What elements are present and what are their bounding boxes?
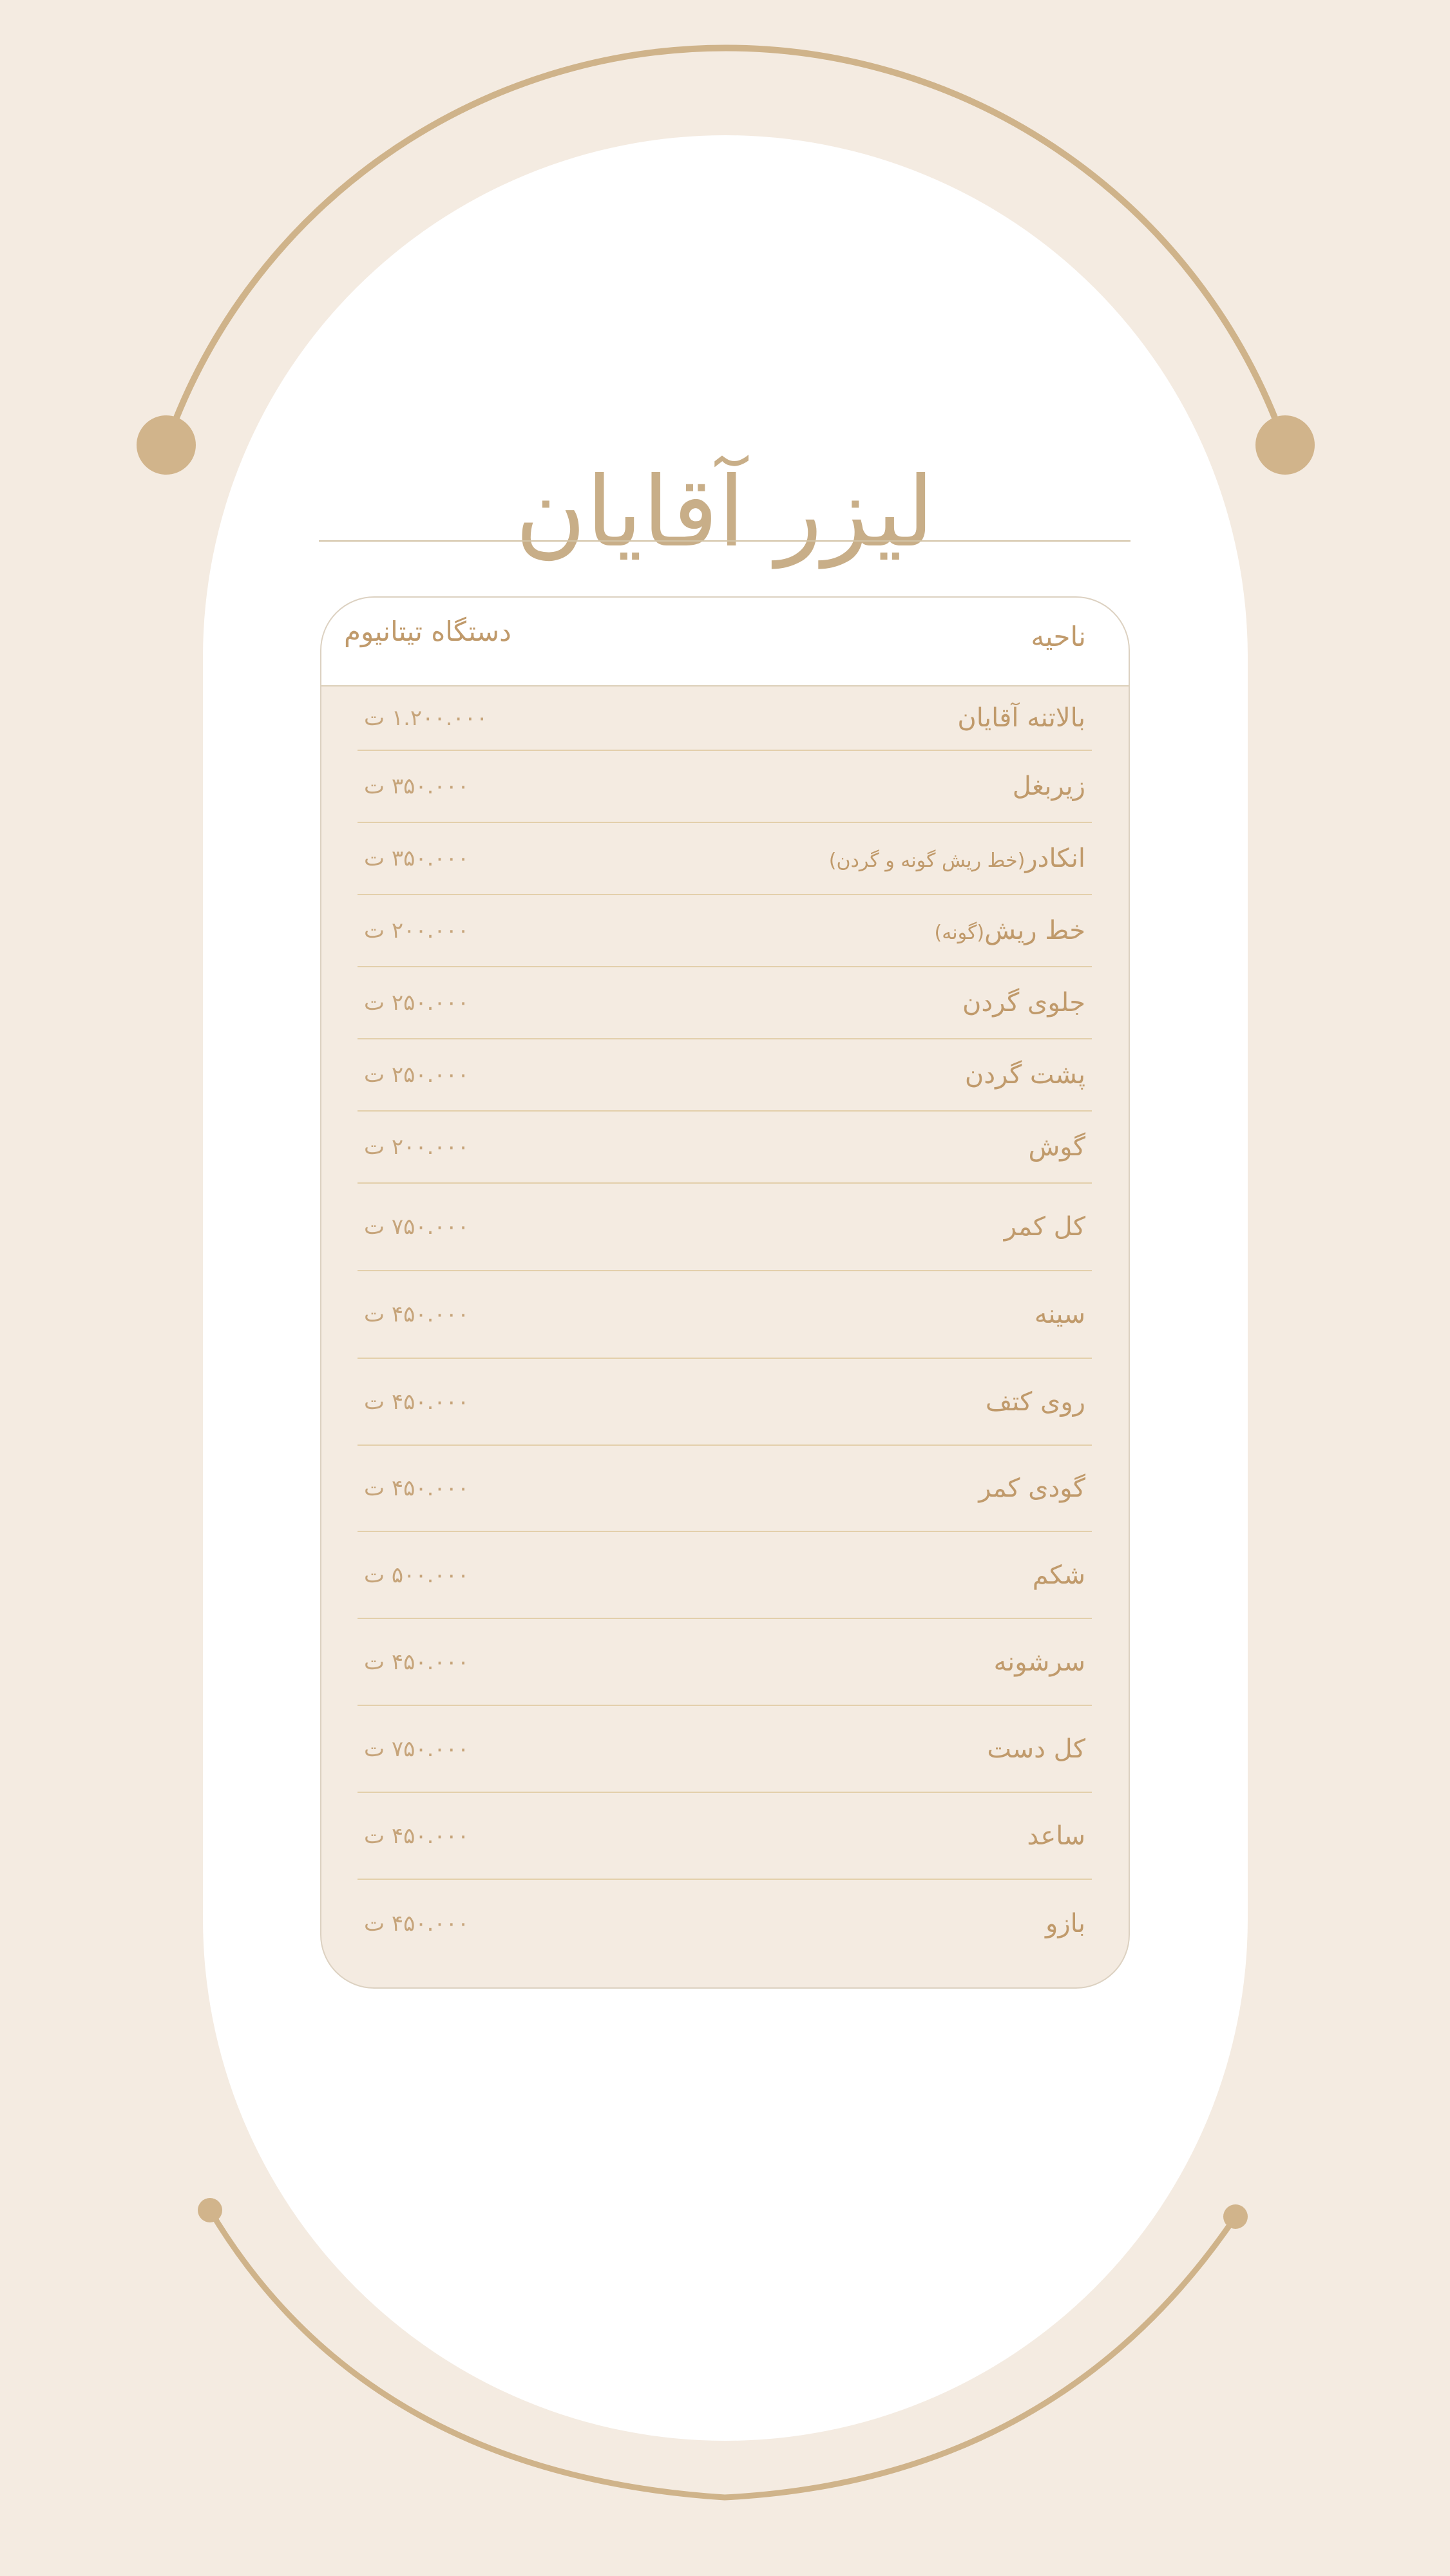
table-body xyxy=(358,687,1092,1967)
row-price: ۳۵۰.۰۰۰ ت xyxy=(364,846,470,871)
row-area-label xyxy=(935,916,1085,945)
table-row xyxy=(358,1793,1092,1880)
row-area-label xyxy=(986,1387,1085,1417)
row-area-name: سینه xyxy=(1034,1300,1085,1329)
row-price: ۴۵۰.۰۰۰ ت xyxy=(364,1302,470,1327)
row-area-name: گوش xyxy=(1028,1132,1085,1162)
row-price: ۲۰۰.۰۰۰ ت xyxy=(364,918,470,943)
bottom-left-dot xyxy=(198,2198,222,2222)
top-right-dot xyxy=(1255,415,1315,475)
bottom-arc xyxy=(210,2210,1235,2497)
table-row xyxy=(358,823,1092,895)
row-price: ۴۵۰.۰۰۰ ت xyxy=(364,1475,470,1501)
page-title: لیزر آقایان xyxy=(515,456,935,569)
row-price: ۲۵۰.۰۰۰ ت xyxy=(364,1062,470,1088)
table-row xyxy=(358,1039,1092,1112)
row-area-label xyxy=(1004,1212,1085,1242)
row-price: ۴۵۰.۰۰۰ ت xyxy=(364,1388,470,1415)
row-area-label xyxy=(1045,1909,1085,1938)
row-area-label xyxy=(962,988,1085,1018)
table-row xyxy=(358,1880,1092,1967)
row-price: ۷۵۰.۰۰۰ ت xyxy=(364,1736,470,1762)
row-area-label xyxy=(957,703,1085,733)
row-area-name: گودی کمر xyxy=(978,1473,1085,1503)
row-area-label xyxy=(978,1473,1085,1503)
row-price: ۱.۲۰۰.۰۰۰ ت xyxy=(364,705,488,731)
top-left-dot xyxy=(137,415,196,475)
table-row xyxy=(358,1706,1092,1793)
title-divider xyxy=(319,540,1130,542)
table-row xyxy=(358,895,1092,967)
row-area-name: کل کمر xyxy=(1004,1212,1085,1242)
row-area-label xyxy=(1028,1132,1085,1162)
row-price: ۲۵۰.۰۰۰ ت xyxy=(364,990,470,1016)
row-area-label xyxy=(994,1647,1085,1677)
table-row xyxy=(358,1271,1092,1359)
table-row xyxy=(358,1184,1092,1271)
row-area-name: انکادر xyxy=(1025,844,1085,873)
bottom-right-dot xyxy=(1223,2204,1248,2229)
row-price: ۴۵۰.۰۰۰ ت xyxy=(364,1823,470,1849)
row-area-name: ساعد xyxy=(1027,1821,1085,1851)
row-area-name: کل دست xyxy=(987,1734,1085,1764)
row-area-name: سرشونه xyxy=(993,1647,1085,1677)
table-row xyxy=(358,967,1092,1039)
row-area-name: زیربغل xyxy=(1012,772,1085,801)
row-area-label xyxy=(1033,1560,1085,1590)
row-area-label xyxy=(1027,1821,1085,1851)
row-area-note: (خط ریش گونه و گردن) xyxy=(828,849,1025,872)
row-area-name: جلوی گردن xyxy=(962,988,1085,1018)
row-area-name: بالاتنه آقایان xyxy=(957,703,1085,733)
row-price: ۴۵۰.۰۰۰ ت xyxy=(364,1910,470,1937)
row-area-name: شکم xyxy=(1032,1560,1085,1590)
table-row xyxy=(358,1112,1092,1184)
top-arc xyxy=(166,48,1285,445)
row-area-label xyxy=(829,844,1085,873)
row-price: ۳۵۰.۰۰۰ ت xyxy=(364,773,470,799)
row-area-label xyxy=(1035,1300,1085,1329)
table-row xyxy=(358,1359,1092,1446)
table-row xyxy=(358,687,1092,751)
row-area-name: خط ریش xyxy=(984,916,1085,945)
row-area-label xyxy=(1013,772,1085,801)
row-price: ۴۵۰.۰۰۰ ت xyxy=(364,1649,470,1675)
row-price: ۷۵۰.۰۰۰ ت xyxy=(364,1214,470,1240)
row-area-name: پشت گردن xyxy=(964,1060,1085,1090)
table-row xyxy=(358,1619,1092,1706)
header-region-label: ناحیه xyxy=(1031,621,1086,652)
row-area-label xyxy=(965,1060,1085,1090)
row-area-name: روی کتف xyxy=(985,1387,1085,1417)
row-area-note: (گونه) xyxy=(934,922,985,944)
row-area-name: بازو xyxy=(1045,1908,1085,1938)
row-price: ۲۰۰.۰۰۰ ت xyxy=(364,1134,470,1160)
price-table xyxy=(320,596,1130,1989)
row-area-label xyxy=(987,1734,1085,1764)
table-row xyxy=(358,1446,1092,1532)
table-row xyxy=(358,1532,1092,1619)
row-price: ۵۰۰.۰۰۰ ت xyxy=(364,1562,470,1588)
table-row xyxy=(358,751,1092,823)
header-device-label: دستگاه تیتانیوم xyxy=(344,616,511,647)
table-header xyxy=(321,598,1129,687)
